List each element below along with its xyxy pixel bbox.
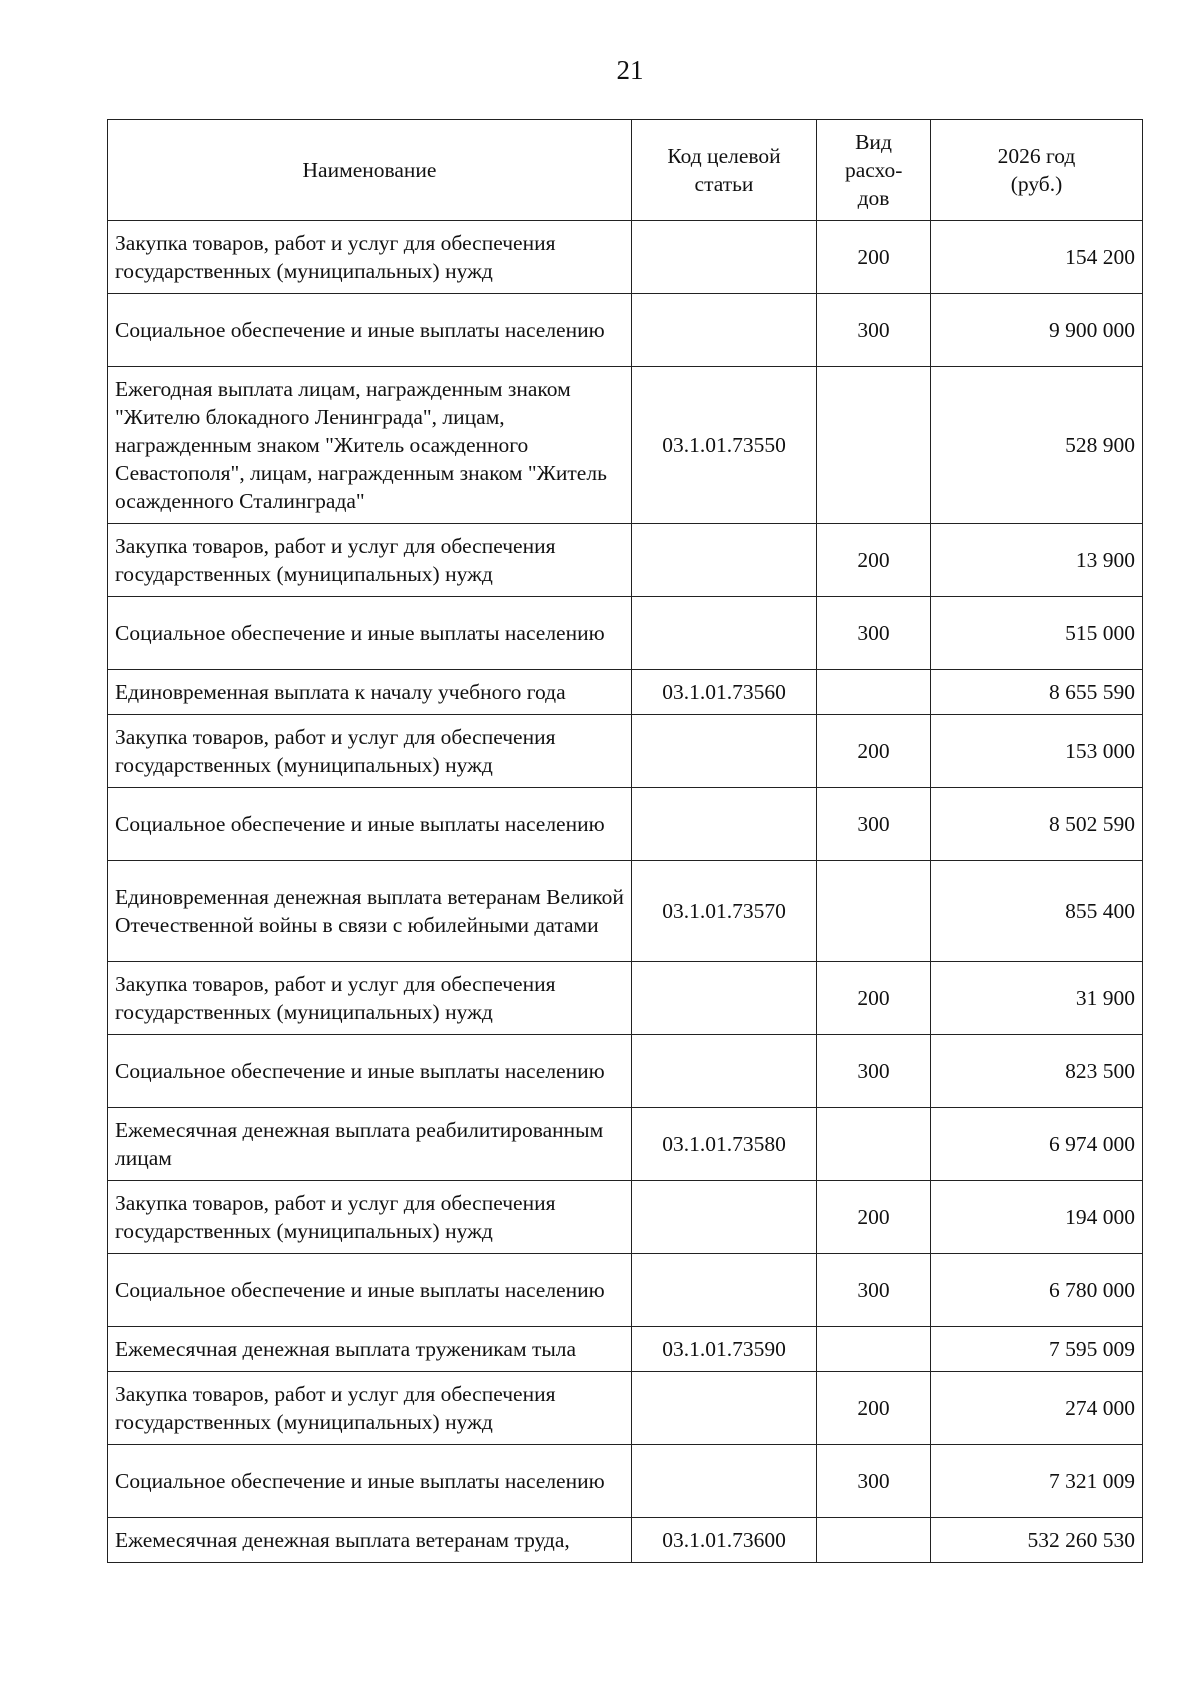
- row-amount: 532 260 530: [931, 1518, 1143, 1563]
- row-amount: 528 900: [931, 367, 1143, 524]
- row-kind: [817, 670, 931, 715]
- row-kind: 200: [817, 221, 931, 294]
- row-code: [632, 1445, 817, 1518]
- row-code: [632, 524, 817, 597]
- row-kind: [817, 861, 931, 962]
- table-row: [108, 367, 1143, 524]
- row-code: 03.1.01.73590: [632, 1327, 817, 1372]
- table-row: [108, 1181, 1143, 1254]
- row-code: [632, 1035, 817, 1108]
- header-kind: Вид расхо-дов: [817, 120, 931, 221]
- table-row: [108, 1327, 1143, 1372]
- row-amount: 194 000: [931, 1181, 1143, 1254]
- row-name: Закупка товаров, работ и услуг для обеспечения государственных (муниципальных) нужд: [108, 962, 632, 1035]
- table-row: [108, 861, 1143, 962]
- row-kind: [817, 1327, 931, 1372]
- row-code: 03.1.01.73600: [632, 1518, 817, 1563]
- row-kind: [817, 1518, 931, 1563]
- table-row: [108, 1035, 1143, 1108]
- row-amount: 7 595 009: [931, 1327, 1143, 1372]
- row-amount: 8 655 590: [931, 670, 1143, 715]
- header-amount: 2026 год (руб.): [931, 120, 1143, 221]
- row-amount: 31 900: [931, 962, 1143, 1035]
- table-row: [108, 1108, 1143, 1181]
- row-amount: 515 000: [931, 597, 1143, 670]
- row-kind: [817, 367, 931, 524]
- row-amount: 13 900: [931, 524, 1143, 597]
- row-code: [632, 788, 817, 861]
- row-kind: 300: [817, 1254, 931, 1327]
- row-name: Социальное обеспечение и иные выплаты населению: [108, 1254, 632, 1327]
- page-number: 21: [616, 55, 644, 85]
- row-name: Социальное обеспечение и иные выплаты населению: [108, 1035, 632, 1108]
- row-amount: 274 000: [931, 1372, 1143, 1445]
- row-amount: 7 321 009: [931, 1445, 1143, 1518]
- row-code: [632, 1181, 817, 1254]
- row-amount: 823 500: [931, 1035, 1143, 1108]
- row-name: Социальное обеспечение и иные выплаты населению: [108, 788, 632, 861]
- row-code: 03.1.01.73580: [632, 1108, 817, 1181]
- row-code: [632, 1254, 817, 1327]
- row-kind: 300: [817, 1035, 931, 1108]
- table-row: [108, 1445, 1143, 1518]
- row-name: Ежемесячная денежная выплата труженикам тыла: [108, 1327, 632, 1372]
- row-name: Закупка товаров, работ и услуг для обеспечения государственных (муниципальных) нужд: [108, 715, 632, 788]
- table-row: [108, 597, 1143, 670]
- row-name: Социальное обеспечение и иные выплаты населению: [108, 1445, 632, 1518]
- table-row: [108, 962, 1143, 1035]
- table-header-row: [108, 120, 1143, 221]
- table-row: [108, 788, 1143, 861]
- row-name: Закупка товаров, работ и услуг для обеспечения государственных (муниципальных) нужд: [108, 524, 632, 597]
- row-code: [632, 294, 817, 367]
- row-kind: 200: [817, 1372, 931, 1445]
- row-kind: 300: [817, 597, 931, 670]
- row-kind: [817, 1108, 931, 1181]
- row-kind: 300: [817, 1445, 931, 1518]
- row-amount: 9 900 000: [931, 294, 1143, 367]
- row-name: Закупка товаров, работ и услуг для обеспечения государственных (муниципальных) нужд: [108, 1372, 632, 1445]
- row-name: Социальное обеспечение и иные выплаты населению: [108, 294, 632, 367]
- table-row: [108, 294, 1143, 367]
- table-row: [108, 1518, 1143, 1563]
- row-name: Социальное обеспечение и иные выплаты населению: [108, 597, 632, 670]
- row-name: Ежемесячная денежная выплата реабилитированным лицам: [108, 1108, 632, 1181]
- row-kind: 200: [817, 962, 931, 1035]
- row-kind: 200: [817, 1181, 931, 1254]
- row-code: 03.1.01.73550: [632, 367, 817, 524]
- row-name: Ежегодная выплата лицам, награжденным знаком "Жителю блокадного Ленинграда", лицам, награжденным знаком "Житель осажденного Севастополя", лицам, награжденным знаком "Житель осажденного Сталинграда": [108, 367, 632, 524]
- row-amount: 6 974 000: [931, 1108, 1143, 1181]
- row-name: Закупка товаров, работ и услуг для обеспечения государственных (муниципальных) нужд: [108, 221, 632, 294]
- header-code: Код целевой статьи: [632, 120, 817, 221]
- row-amount: 6 780 000: [931, 1254, 1143, 1327]
- row-code: [632, 1372, 817, 1445]
- row-amount: 154 200: [931, 221, 1143, 294]
- table-row: [108, 524, 1143, 597]
- table-row: [108, 715, 1143, 788]
- row-name: Единовременная денежная выплата ветеранам Великой Отечественной войны в связи с юбилейными датами: [108, 861, 632, 962]
- row-name: Закупка товаров, работ и услуг для обеспечения государственных (муниципальных) нужд: [108, 1181, 632, 1254]
- row-code: 03.1.01.73560: [632, 670, 817, 715]
- row-amount: 855 400: [931, 861, 1143, 962]
- row-code: [632, 221, 817, 294]
- row-kind: 300: [817, 294, 931, 367]
- row-kind: 300: [817, 788, 931, 861]
- row-name: Единовременная выплата к началу учебного года: [108, 670, 632, 715]
- row-code: [632, 597, 817, 670]
- row-code: [632, 962, 817, 1035]
- row-code: [632, 715, 817, 788]
- row-amount: 153 000: [931, 715, 1143, 788]
- row-amount: 8 502 590: [931, 788, 1143, 861]
- table-row: [108, 670, 1143, 715]
- table-row: [108, 221, 1143, 294]
- row-name: Ежемесячная денежная выплата ветеранам труда,: [108, 1518, 632, 1563]
- table-row: [108, 1254, 1143, 1327]
- table-row: [108, 1372, 1143, 1445]
- row-kind: 200: [817, 715, 931, 788]
- header-name: Наименование: [108, 120, 632, 221]
- row-code: 03.1.01.73570: [632, 861, 817, 962]
- budget-table: [107, 119, 1143, 1563]
- row-kind: 200: [817, 524, 931, 597]
